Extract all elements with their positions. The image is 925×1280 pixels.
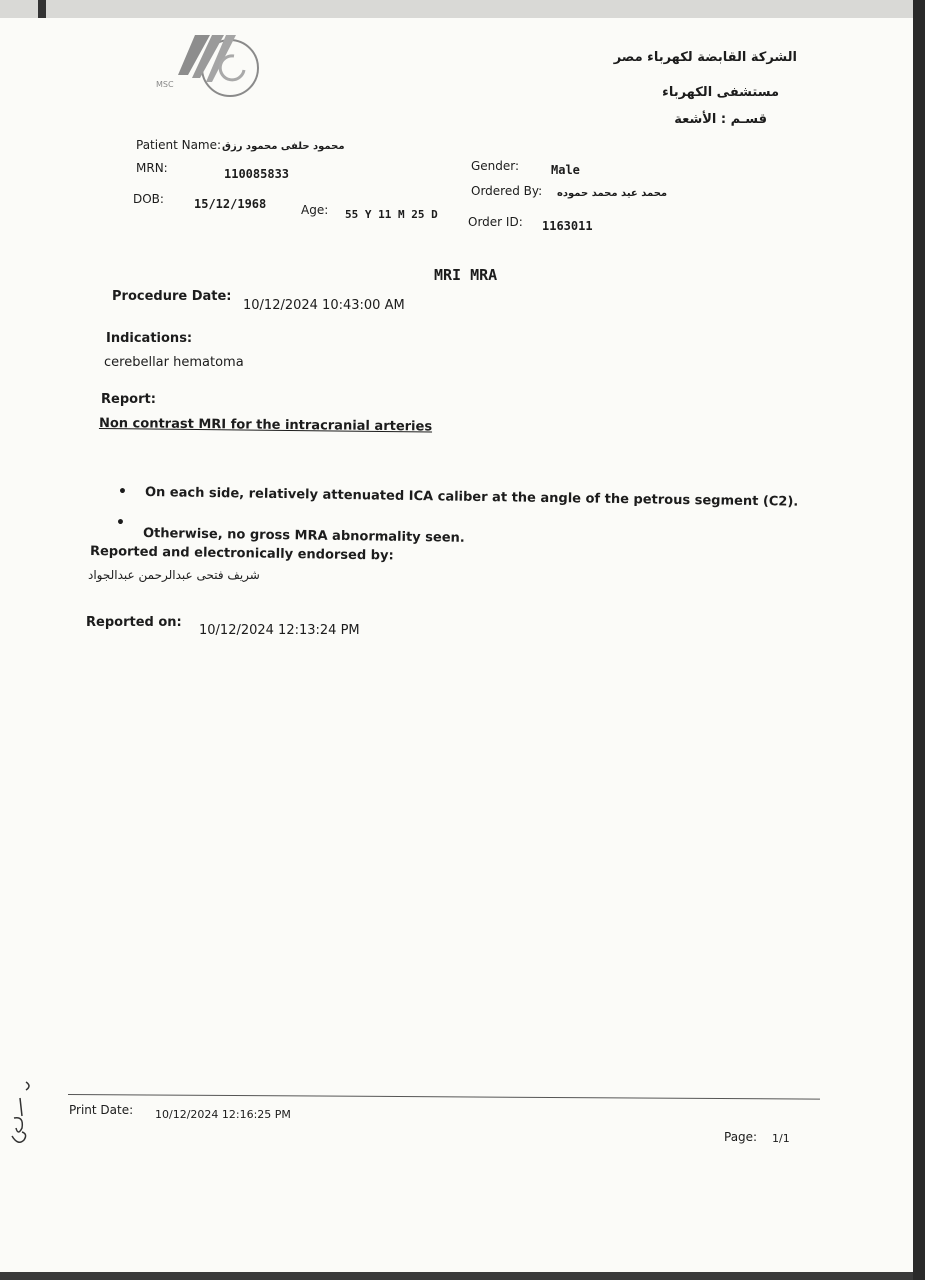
report-label: Report:	[101, 392, 156, 407]
endorsed-by-name: شريف فتحى عبدالرحمن عبدالجواد	[88, 568, 260, 582]
scan-background-edge	[913, 0, 925, 1280]
order-id-label: Order ID:	[468, 215, 523, 229]
hospital-logo	[140, 30, 270, 110]
print-date-value: 10/12/2024 12:16:25 PM	[155, 1108, 291, 1121]
mrn-label: MRN:	[136, 161, 168, 175]
scan-edge	[0, 0, 925, 18]
bullet-dot: •	[118, 484, 127, 500]
patient-name-value: محمود حلفى محمود رزق	[222, 141, 345, 152]
hospital-name: مستشفى الكهرباء	[662, 85, 779, 100]
report-title: MRI MRA	[434, 266, 498, 284]
company-name: الشركة القابضة لكهرباء مصر	[613, 50, 797, 65]
logo-text: MSC	[156, 80, 174, 89]
bullet-dot: •	[116, 515, 125, 531]
indications-value: cerebellar hematoma	[104, 355, 244, 370]
department-name: قسـم : الأشعة	[674, 112, 767, 127]
print-date-label: Print Date:	[69, 1103, 134, 1117]
dob-label: DOB:	[133, 192, 164, 206]
page-number: 1/1	[772, 1132, 790, 1145]
indications-label: Indications:	[106, 331, 193, 346]
gender-label: Gender:	[471, 159, 520, 173]
finding-item: On each side, relatively attenuated ICA caliber at the angle of the petrous segment (C2).	[144, 485, 799, 510]
page-label: Page:	[724, 1130, 758, 1144]
report-heading: Non contrast MRI for the intracranial arteries	[98, 416, 433, 435]
footer-divider	[68, 1094, 820, 1100]
reported-on-label: Reported on:	[86, 615, 182, 630]
gender-value: Male	[551, 163, 580, 177]
mrn-value: 110085833	[224, 167, 290, 181]
order-id-value: 1163011	[542, 219, 593, 233]
age-label: Age:	[301, 203, 329, 217]
dob-value: 15/12/1968	[194, 197, 267, 211]
finding-item: Otherwise, no gross MRA abnormality seen.	[142, 526, 465, 546]
patient-name-label: Patient Name:	[136, 138, 222, 152]
age-value: 55 Y 11 M 25 D	[345, 208, 438, 221]
ordered-by-value: محمد عيد محمد حموده	[557, 188, 668, 199]
ordered-by-label: Ordered By:	[471, 184, 543, 198]
procedure-date-label: Procedure Date:	[112, 289, 232, 304]
reported-on-value: 10/12/2024 12:13:24 PM	[199, 623, 360, 638]
handwritten-note	[6, 1078, 36, 1158]
procedure-date-value: 10/12/2024 10:43:00 AM	[243, 298, 405, 313]
endorsed-label: Reported and electronically endorsed by:	[89, 544, 394, 564]
